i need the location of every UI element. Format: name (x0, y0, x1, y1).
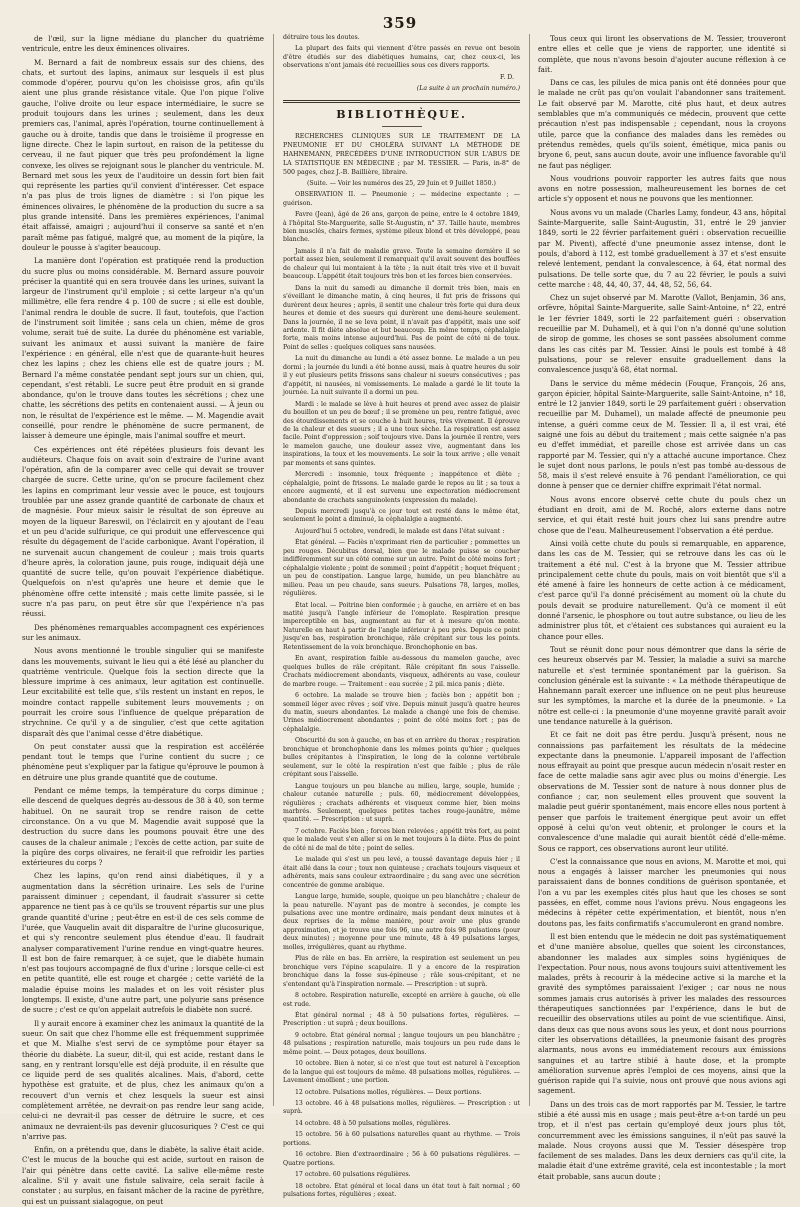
paragraph: Plus de râle en bas. En arrière, la respiration est seulement un peu bronchique vers l'épine scapulaire. Il y a encore de la respiration bronchique dans la fosse sus-épineuse ; râle sous-crépitant, et ne s'entendant qu'à l'inspiration normale. — Prescription : ut suprà. (283, 955, 520, 988)
paragraph: Enfin, on a prétendu que, dans le diabète, la salive était acide. C'est le mucus de la bouche qui est acide, surtout en raison de l'air qui pénètre dans cette cavité. La salive elle-même reste alcaline. S'il y avait une fistule salivaire, cela serait facile à constater ; au surplus, en faisant mâcher de la racine de pyrèthre, qui est un puissant sialagogue, on peut (22, 1145, 264, 1206)
paragraph: 15 octobre. 56 à 60 pulsations naturelles quant au rhythme. — Trois portions. (283, 1131, 520, 1147)
paragraph: Nous avons mentionné le trouble singulier qui se manifeste dans les mouvements, suivant le lieu qui a été lésé au plancher du quatrième ventricule. Quelque fois la section directe que la blessure imprime à ces animaux, leur agitation est continuelle. Leur excitabilité est telle que, s'ils restent un instant en repos, le moindre contact rappelle subitement leurs mouvements ; on pourrait les croire sous l'influence de quelque préparation de strychnine. Ce qu'il y a de singulier, c'est que cette agitation disparaît dès que l'animal cesse d'être diabétique. (22, 646, 264, 738)
continuation-note: (La suite à un prochain numéro.) (416, 85, 520, 93)
paragraph: Langue large, humide, souple, quoique un peu blanchâtre ; chaleur de la peau naturelle. N'ayant pas de montre à secondes, je compte les pulsations avec une montre ordinaire, mais pendant deux minutes et à deux reprises de la même manière, pour avoir une plus grande approximation, et je trouve une fois 96, une autre fois 98 pulsations (pour deux minutes) ; moyenne pour une minute, 48 à 49 pulsations larges, molles, irrégulières, quant au rhythme. (283, 893, 520, 951)
paragraph: Langue toujours un peu blanche au milieu, large, souple, humide ; chaleur cutanée naturelle ; puls. 60, médiocrement développées, régulières ; crachats adhérents et visqueux comme hier, bien moins marbrés. Seulement, quelques petites taches rouge-jaunâtre, même quantité. — Prescription : ut suprà. (283, 782, 520, 824)
paragraph: 14 octobre. 48 à 50 pulsations molles, régulières. (295, 1119, 451, 1127)
paragraph: Il y aurait encore à examiner chez les animaux la quantité de la sueur. On sait que chez l'homme elle est fréquemment supprimée et que M. Mialhe s'est servi de ce symptôme pour étayer sa théorie du diabète. La sueur, dit-il, qui est acide, restant dans le sang, en y rentrant lorsqu'elle est déjà produite, il en résulte que ce liquide perd de ses qualités alcalines. Mais, d'abord, cette hypothèse est gratuite, et de plus, chez les animaux qu'on a recouvert d'un vernis et chez lesquels la sueur est ainsi complètement arrêtée, ne devrait-on pas rendre leur sang acide, celui-ci ne devrait-il pas cesser de détruire le sucre, et ces animaux ne devraient-ils pas devenir glucosuriques ? C'est ce qui n'arrive pas. (22, 1018, 264, 1141)
paragraph: 6 octobre. La malade se trouve bien ; faciès bon ; appétit bon ; sommeil léger avec rêves ; soif vive. Depuis minuit jusqu'à quatre heures du matin, sueurs abondantes. Le malade a changé une fois de chemise. Urines médiocrement abondantes ; point de côté moins fort ; pas de céphalalgie. (283, 692, 520, 733)
paragraph: Le malade qui s'est un peu levé, a toussé davantage depuis hier ; il était allé dans la cour ; toux non quinteuse ; crachats toujours visqueux et adhérents, mais sans couleur extraordinaire ; du sang avec une sécrétion concentrée de gomme arabique. (283, 856, 520, 889)
paragraph: On peut constater aussi que la respiration est accélérée pendant tout le temps que l'urine contient du sucre ; ce phénomène peut s'expliquer par la fatigue qu'éprouve le poumon à en détruire une plus grande quantité que de coutume. (22, 741, 264, 782)
paragraph: Tout se réunit donc pour nous démontrer que dans la série de ces heureux observés par M. Tessier, la maladie a suivi sa marche naturelle et s'est terminée spontanément par la guérison. Sa conclusion générale est la suivante : « La méthode thérapeutique de Hahnemann paraît exercer une influence on ne peut plus heureuse sur les symptômes, la marche et la durée de la pneumonie. » La nôtre est celle-ci : la pneumonie d'une moyenne gravité paraît avoir une tendance naturelle à la guérison. (538, 644, 786, 726)
paragraph: Depuis mercredi jusqu'à ce jour tout est resté dans le même état, seulement le point a diminué, la céphalalgie a augmenté. (283, 508, 520, 524)
paragraph: Tous ceux qui liront les observations de M. Tessier, trouveront entre elles et celle que je viens de rapporter, une identité si complète, que nous n'avons besoin d'ajouter aucune réflexion à ce fait. (538, 34, 786, 74)
paragraph: Dans un des trois cas de mort rapportés par M. Tessier, le tartre stibié a été aussi mis en usage ; mais peut-être a-t-on tardé un peu trop, et il n'est pas certain qu'employé deux jours plus tôt, concurremment avec les émissions sanguines, il n'eût pas sauvé la malade. Nous croyons aussi que M. Tessier désespère trop facilement de ses malades. Dans les deux derniers cas qu'il cite, la maladie était d'une extrême gravité, cela est incontestable ; la mort était probable, sans aucun doute ; (538, 1099, 786, 1181)
paragraph: 18 octobre. État général et local dans un état tout à fait normal ; 60 pulsations fortes, régulières ; exeat. (283, 1182, 520, 1199)
paragraph: Des phénomènes remarquables accompagnent ces expériences sur les animaux. (22, 622, 264, 642)
paragraph: La nuit du dimanche au lundi a été assez bonne. Le malade a un peu dormi ; la journée du lundi a été bonne aussi, mais à quatre heures du soir il y eut plusieurs petits frissons sans chaleur ni sueurs consécutives ; pas d'appétit, ni nausées, ni vomissements. Le malade a gardé le lit toute la journée. La nuit suivante il a dormi un peu. (283, 355, 520, 397)
paragraph: Nous voudrions pouvoir rapporter les autres faits que nous avons en notre possession, malheureusement les bornes de cet article s'y opposent et nous ne pouvons que les mentionner. (538, 173, 786, 204)
paragraph: Favre (Jean), âgé de 26 ans, garçon de peine, entre le 4 octobre 1849, à l'hôpital Ste-Marguerite, salle St-Augustin, n° 37. Taille haute, membres bien musclés, chairs fermes, système pileux blond et très développé, peau blanche. (283, 211, 520, 244)
paragraph: Mardi : le malade se lève à huit heures et prend avec assez de plaisir du bouillon et un peu de bœuf ; il se promène un peu, rentre fatigué, avec des étourdissements et se couche à huit heures, très vivement. Il éprouve de la chaleur et des sueurs ; il a une toux sèche. La respiration est assez facile. Point d'oppression ; soif toujours vive. Dans la journée il rentre, vers le mamelon gauche, une douleur assez vive, augmentant dans les inspirations, la toux et les mouvements. Le soir la toux arrive ; elle venait par moments et sans quintes. (283, 400, 520, 467)
paragraph: Nous avons vu un malade (Charles Lamy, fondeur, 43 ans, hôpital Sainte-Marguerite, salle Saint-Augustin, 31, entré le 29 janvier 1849, sorti le 22 février parfaitement guéri : observation recueillie par M. Pivent), affecté d'une pneumonie assez intense, dont le pouls, d'abord à 112, est tombé graduellement à 37 et s'est ensuite relevé lentement, pendant la convalescence, à 64, état normal des pulsations. De telle sorte que, du 7 au 22 février, le pouls a suivi cette marche : 48, 44, 40, 37, 44, 48, 52, 56, 64. (538, 207, 786, 289)
column-rule (273, 34, 274, 1106)
paragraph: Obscurité du son à gauche, en bas et en arrière du thorax ; respiration bronchique et bronchophonie dans les mêmes points qu'hier ; quelques bulles crépitantes à l'inspiration, le long de la colonne vertébrale seulement, sur le côté la respiration n'est que faible ; plus de râle crépitant sous l'aisselle. (283, 737, 520, 779)
paragraph: 10 octobre. Bien à noter, si ce n'est que tout est naturel à l'exception de la langue qui est toujours de même. 48 pulsations molles, régulières. — Lavement émollient ; une portion. (283, 1060, 520, 1085)
paragraph: Chez les lapins, qu'on rend ainsi diabétiques, il y a augmentation dans la sécrétion urinaire. Les sels de l'urine paraissent diminuer ; cependant, il faudrait s'assurer si cette apparence ne tient pas à ce qu'ils se trouvent répartis sur une plus grande quantité d'urine ; peut-être en est-il de ces sels comme de l'urée, que Vauquelin avait dit disparaître de l'urine glucosurique, et qui s'y rencontre seulement plus étendue d'eau. Il faudrait analyser comparativement l'urine rendue en vingt-quatre heures. Il est bon de faire remarquer, à ce sujet, que le diabète humain n'est pas toujours accompagné de flux d'urine ; lorsque celle-ci est en petite quantité, elle est rouge et chargée ; cette variété de la maladie épuise moins les malades et on les voit résister plus longtemps. Il existe, d'une autre part, une polyurie sans présence de sucre ; c'est ce qu'on appelait autrefois le diabète non sucré. (22, 871, 264, 1015)
paragraph: 12 octobre. Pulsations molles, régulières. — Deux portions. (295, 1088, 482, 1096)
page-number: 359 (382, 14, 418, 32)
paragraph: État général normal ; 48 à 50 pulsations fortes, régulières. — Prescription : ut suprà ; deux bouillons. (283, 1011, 520, 1028)
paragraph: Dans ce cas, les pilules de mica panis ont été données pour que le malade ne crût pas qu'on voulait l'abandonner sans traitement. Le fait observé par M. Marotte, cité plus haut, et deux autres semblables que m'a communiqués ce médecin, prouvent que cette précaution n'est pas indispensable ; cependant, nous la croyons utile, parce que la confiance des malades dans les remèdes ou prétendus remèdes, quels qu'ils soient, émétique, mica panis ou bryone 6, peut, sans aucun doute, avoir une influence favorable qu'il ne faut pas négliger. (538, 78, 786, 170)
paragraph: détruire tous les doutes. (283, 34, 360, 41)
paragraph: OBSERVATION II. — Pneumonie ; — médecine expectante ; — guérison. (283, 191, 520, 207)
paragraph: 7 octobre. Faciès bien ; forces bien relevées ; appétit très fort, au point que le malade veut s'en aller si on le met toujours à la diète. Plus de point de côté ni de mal de tête ; point de selles. (283, 827, 520, 852)
paragraph: 9 octobre. État général normal ; langue toujours un peu blanchâtre ; 48 pulsations ; respiration naturelle, mais toujours un peu rude dans le même point. — Deux potages, deux bouillons. (283, 1031, 520, 1056)
paragraph: Dans le service du même médecin (Fouque, François, 26 ans, garçon épicier, hôpital Sainte-Marguerite, salle Saint-Antoine, n° 18, entré le 12 janvier 1849, sorti le 29 parfaitement guéri : observation recueillie par M. Duhamel), un malade affecté de pneumonie peu intense, a guéri comme ceux de M. Tessier. Il a, il est vrai, été saigné une fois au début du traitement ; mais cette saignée n'a pas eu d'effet immédiat, et pareille chose est arrivée dans un cas rapporté par M. Tessier, qui n'y a attaché aucune importance. Chez le sujet dont nous parlons, le pouls n'est pas tombé au-dessous de 58, mais il s'est relevé ensuite à 76 pendant l'amélioration, ce qui donne à penser que ce dernier chiffre exprimait l'état normal. (538, 378, 786, 491)
paragraph: Mercredi : insomnie, toux fréquente ; inappétence et diète ; céphalalgie, point de frissons. Le malade garde le repos au lit ; sa toux a encore augmenté, et il est survenu une expectoration médiocrement abondante de crachats sanguinolents (expression du malade). (283, 471, 520, 504)
paragraph: En avant, respiration faible au-dessous du mamelon gauche, avec quelques bulles de râle crépitant. Râle crépitant fin sous l'aisselle. Crachats médiocrement abondants, visqueux, adhérents au vase, couleur de marbre rouge. — Traitement : eau sucrée ; 2 pil. mica panis ; diète. (283, 655, 520, 688)
middle-column (283, 34, 520, 1199)
paragraph: La plupart des faits qui viennent d'être passés en revue ont besoin d'être étudiés sur des diabétiques humains, car, chez ceux-ci, les observations n'ont jamais été recueillies sous ces divers rapports. (283, 45, 520, 70)
paragraph: Et ce fait ne doit pas être perdu. Jusqu'à présent, nous ne connaissions pas parfaitement les résultats de la médecine expectante dans la pneumonie. L'appareil imposant de l'affection nous effrayait au point que presque aucun médecin n'osait rester en face de cette maladie sans agir avec plus ou moins d'énergie. Les observations de M. Tessier sont de nature à nous donner plus de confiance ; car, non seulement elles prouvent que souvent la maladie peut guérir spontanément, mais encore elles nous portent à penser que parfois le traitement énergique peut avoir un effet opposé à celui qu'on veut obtenir, et prolonger le cours et la convalescence d'une maladie qui aurait bientôt cédé d'elle-même. Sous ce rapport, ces observations auront leur utilité. (538, 730, 786, 853)
author-signature: F. D. (500, 73, 514, 81)
paragraph: M. Bernard a fait de nombreux essais sur des chiens, des chats, et surtout des lapins, animaux sur lesquels il est plus commode d'opérer, pourvu qu'on les choisisse gros, afin qu'ils aient une plus grande résistance vitale. Que l'on pique l'olive gauche, l'olive droite ou leur espace intermédiaire, le sucre se produit toujours dans les urines ; seulement, dans les deux premiers cas, l'animal, après l'opération, tourne continuellement à gauche ou à droite, tandis que dans le troisième il progresse en ligne directe. Chez le lapin surtout, en raison de la petitesse du cerveau, il ne faut piquer que très peu profondément la ligne convexe, les olives se rejoignant sous le plancher du ventricule. M. Bernard met sous les yeux de l'auditoire un dessin fort bien fait qui représente les parties qu'il convient d'intéresser. Cet espace n'a pas plus de trois lignes de diamètre : si l'on pique les éminences olivaires, le phénomène de la production du sucre a sa plus grande intensité. Dans les premières expériences, l'animal était affaissé, amaigri ; aujourd'hui il conserve sa santé et n'en paraît même pas fatigué, malgré que, au moment de la piqûre, la douleur le pousse à s'agiter beaucoup. (22, 57, 264, 252)
right-column (538, 34, 786, 1181)
paragraph: Il est bien entendu que le médecin ne doit pas systématiquement et d'une manière absolue, quelles que soient les circonstances, abandonner les malades aux simples soins hygiéniques de l'expectation. Pour nous, nous avons toujours suivi attentivement les malades, prêts à recourir à la médecine active si la marche et la gravité des symptômes paraissaient l'exiger ; car nous ne nous sommes jamais crus autorisés à priver les malades des ressources thérapeutiques sanctionnées par l'expérience, dans le but de recueillir des observations utiles au point de vue scientifique. Ainsi, dans deux cas que nous avons sous les yeux, et dont nous pourrions citer les observations détaillées, la pneumonie faisant des progrès alarmants, nous avons eu immédiatement recours aux émissions sanguines et au tartre stibié à haute dose, et la prompte amélioration survenue après l'emploi de ces moyens, ainsi que la guérison rapide qui l'a suivie, nous ont prouvé que nous avions agi sagement. (538, 931, 786, 1096)
paragraph: 16 octobre. Bien d'extraordinaire ; 56 à 60 pulsations régulières. — Quatre portions. (283, 1151, 520, 1167)
paragraph: La manière dont l'opération est pratiquée rend la production du sucre plus ou moins considérable. M. Bernard assure pouvoir préciser la quantité qui en sera trouvée dans les urines, suivant la largeur de l'instrument qu'il emploie ; si cette largeur n'a qu'un millimètre, elle fera rendre 4 p. 100 de sucre ; si elle est double, l'animal rendra le double de sucre. Il faut, toutefois, que l'action de l'instrument soit limitée ; sans cela un chien, même de gros volume, serait tué de suite. La durée du phénomène est variable, suivant les animaux et aussi suivant la manière de faire l'expérience : en général, elle n'est que de quarante-huit heures chez les lapins ; chez les chiens elle est de quatre jours ; M. Bernard l'a même constatée pendant sept jours sur un chien, qui, cependant, s'est rétabli. Le sucre peut être produit en si grande abondance, qu'on le trouve dans toutes les sécrétions ; chez une chatte, les sécrétions des petits en contenaient aussi. — À jeun ou non, le résultat de l'expérience est le même. — M. Magendie avait conseillé, pour rendre le phénomène de sucre permanent, de laisser à demeure une épingle, mais l'animal souffre et meurt. (22, 256, 264, 441)
paragraph: Ces expériences ont été répétées plusieurs fois devant les audiéteurs. Chaque fois on avait soin d'extraire de l'urine avant l'opération, afin de la comparer avec celle qui devait se trouver chargée de sucre. Cette urine, qu'on se procure facilement chez les lapins en comprimant leur vessie avec le pouce, est toujours troublée par une assez grande quantité de carbonate de chaux et de magnésie. Pour mieux saisir le résultat de son épreuve au moyen de la liqueur Bareswil, on l'éclaircit en y ajoutant de l'eau et un peu d'acide sulfurique, ce qui produit une effervescence qui résulte du dégagement de l'acide carbonique. Avant l'opération, il ne survenait aucun changement de couleur ; mais trois quarts d'heure après, la coloration jaune, puis rouge, indiquait déjà une quantité de sucre telle, qu'on pouvait l'expérience diabétique. Quelquefois on n'est qu'après une heure et demie que le phénomène offre cette intensité ; mais cette limite passée, si le sucre n'a pas paru, on peut être sûr que l'expérience n'a pas réussi. (22, 444, 264, 619)
column-rule (529, 34, 530, 1106)
heading-rule (382, 126, 422, 127)
paragraph: Aujourd'hui 5 octobre, vendredi, le malade est dans l'état suivant : (295, 527, 505, 535)
paragraph: Chez un sujet observé par M. Marotte (Vallot, Benjamin, 36 ans, orfèvre, hôpital Sainte-Marguerite, salle Saint-Antoine, n° 22, entré le 1er février 1849, sorti le 22 parfaitement guéri : observation recueillie par M. Duhamel), et à qui l'on n'a donné qu'une solution de sirop de gomme, les choses se sont passées absolument comme dans les cas cités par M. Tessier. Ainsi le pouls est tombé à 48 pulsations, pour se relever ensuite graduellement dans la convalescence jusqu'à 68, état normal. (538, 293, 786, 375)
article-suite-note: (Suite. — Voir les numéros des 25, 29 Juin et 9 Juillet 1850.) (307, 179, 496, 187)
left-column (22, 34, 264, 1206)
paragraph: Dans la nuit du samedi au dimanche il dormit très bien, mais en s'éveillant le dimanche matin, à cinq heures, il fut pris de frissons qui durèrent deux heures ; après, il sentit une chaleur très forte qui dura deux heures et demie et des sueurs qui durèrent une demi-heure seulement. Dans la journée, il ne se leva point, il n'avait pas d'appétit, mais une soif ardente. Il fit diète absolue et but beaucoup. En même temps, céphalalgie forte, mais moins intense aujourd'hui. Pas de point de côté ni de toux. Point de selles : quelques coliques sans nausées. (283, 284, 520, 351)
paragraph: Pendant ce même temps, la température du corps diminue ; elle descend de quelques degrés au-dessous de 38 à 40, son terme habituel. On ne saurait trop se rendre raison de cette circonstance. On a vu que M. Magendie avait supposé que la destruction du sucre dans les poumons pouvait être une des causes de la chaleur animale ; l'excès de cette action, par suite de la piqûre des corps olivaires, ne ferait-il que refroidir les parties extérieures du corps ? (22, 786, 264, 868)
article-title: RECHERCHES CLINIQUES SUR LE TRAITEMENT DE LA PNEUMONIE ET DU CHOLÉRA SUIVANT LA MÉTHODE DE HAHNEMANN, PRÉCÉDÉES D'UNE INTRODUCTION SUR L'ABUS DE LA STATISTIQUE EN MÉDECINE ; par M. TESSIER. — Paris, in-8° de 500 pages, chez J.-B. Baillière, libraire. (283, 132, 520, 176)
paragraph: État général. — Faciès n'exprimant rien de particulier ; pommettes un peu rouges. Décubitus dorsal, bien que le malade puisse se coucher indifféremment sur un côté comme sur un autre. Point de côté moins fort ; céphalalgie violente ; point de sommeil ; point d'appétit ; hoquet fréquent ; un peu de constipation. Langue large, humide, un peu blanchâtre au milieu. Peau un peu chaude, sans sueurs. Pulsations 78, larges, molles, régulières. (283, 539, 520, 598)
paragraph: Nous avons encore observé cette chute du pouls chez un étudiant en droit, ami de M. Roché, alors externe dans notre service, et qui était resté huit jours chez lui sans prendre autre chose que de l'eau. Malheureusement l'observation a été perdue. (538, 494, 786, 535)
paragraph: 13 octobre. 46 à 48 pulsations molles, régulières. — Prescription : ut suprà. (283, 1100, 520, 1116)
paragraph: État local. — Poitrine bien conformée ; à gauche, en arrière et en bas matité jusqu'à l'angle inférieur de l'omoplate. Respiration presque imperceptible en bas, augmentant au fur et à mesure qu'on monte. Naturelle en haut à partir de l'angle inférieur à peu près. Depuis ce point jusqu'en bas, respiration bronchique, râle crépitant sur tous les points. Retentissement de la voix bronchique. Bronchophonie en bas. (283, 601, 520, 651)
section-heading: BIBLIOTHÈQUE. (336, 107, 467, 121)
paragraph: C'est la connaissance que nous en avions, M. Marotte et moi, qui nous a engagés à laisser marcher les pneumonies qui nous paraissaient dans de bonnes conditions de guérison spontanée, et l'on a vu par les exemples cités plus haut que les choses se sont passées, en effet, comme nous l'avions prévu. Nous engageons les médecins à répéter cette expérimentation, et bientôt, nous n'en doutons pas, les faits confirmatifs s'accumuleront en grand nombre. (538, 856, 786, 928)
section-divider (283, 100, 520, 103)
paragraph: 17 octobre. 60 pulsations régulières. (295, 1171, 411, 1179)
paragraph: Jamais il n'a fait de maladie grave. Toute la semaine dernière il se portait assez bien, seulement il remarquait qu'il avait souvent des bouffées de chaleur qui lui montaient à la tête ; la nuit était très vive et il buvait beaucoup. L'appétit était toujours très bon et les forces bien conservées. (283, 247, 520, 281)
paragraph: 8 octobre. Respiration naturelle, excepté en arrière à gauche, où elle est rude. (283, 992, 520, 1008)
article-body (283, 191, 520, 1199)
paragraph: de l'œil, sur la ligne médiane du plancher du quatrième ventricule, entre les deux éminences olivaires. (22, 34, 264, 54)
paragraph: Ainsi voilà cette chute du pouls si remarquable, en apparence, dans les cas de M. Tessier, qui se retrouve dans les cas où le traitement a été nul. C'est à la bryone que M. Tessier attribue principalement cette chute du pouls, mais on voit bientôt que s'il a été amené à faire les honneurs de cette action à ce médicament, c'est parce qu'il l'a donné précisément au moment où la chute du pouls devait se produire naturellement. Qu'à ce moment il eût donné l'arsenic, le phosphore ou tout autre substance, ou lieu de les administrer plus tôt, et c'étaient ces substances qui auraient eu la chance pour elles. (538, 538, 786, 641)
